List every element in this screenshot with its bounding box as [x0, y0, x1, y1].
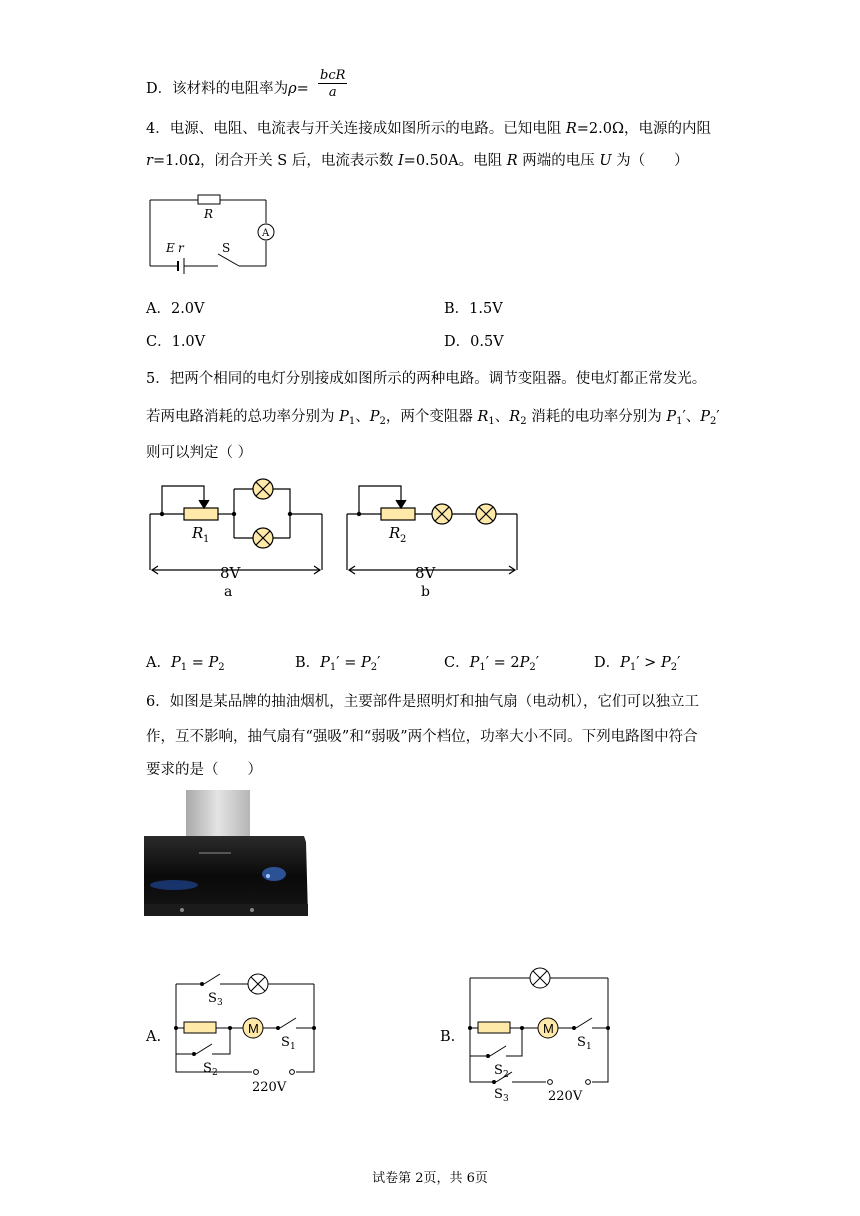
- svg-text:M: M: [248, 1021, 259, 1036]
- svg-text:S: S: [208, 991, 217, 1006]
- svg-text:8V: 8V: [220, 564, 241, 582]
- q6-option-a-label: A.: [146, 1029, 162, 1045]
- q5-option-b: B．$P_1' = P_2'$: [295, 655, 381, 673]
- svg-text:3: 3: [217, 998, 223, 1008]
- equals-sign: =: [296, 81, 309, 97]
- resistivity-fraction: [318, 68, 347, 100]
- q4-circuit-diagram: [146, 190, 286, 280]
- svg-text:2: 2: [400, 534, 407, 545]
- emf-label: E: [166, 241, 175, 255]
- q4-stem-line2: r=1.0Ω，闭合开关 S 后，电流表示数 I=0.50A。电阻 R 两端的电压 U 为（ ）: [146, 153, 689, 169]
- internal-resistance-label: r: [178, 241, 184, 255]
- q4-option-b: B．1.5V: [444, 301, 503, 317]
- svg-text:220V: 220V: [252, 1080, 287, 1095]
- q6-option-b-label: B.: [440, 1029, 456, 1045]
- svg-text:3: 3: [503, 1094, 509, 1104]
- svg-text:8V: 8V: [415, 564, 436, 582]
- q5-option-d: D．$P_1' > P_2'$: [594, 655, 681, 673]
- q4-option-a: A．2.0V: [146, 301, 205, 317]
- svg-text:2: 2: [212, 1068, 218, 1078]
- rho-symbol: ρ: [288, 81, 297, 97]
- svg-text:M: M: [543, 1021, 554, 1036]
- q5-option-a: A．$P_1 = P_2$: [146, 655, 225, 673]
- svg-text:S: S: [577, 1035, 586, 1050]
- svg-text:R: R: [192, 524, 204, 542]
- svg-text:S: S: [494, 1087, 503, 1102]
- svg-text:2: 2: [503, 1070, 509, 1080]
- q6-stem-line1: 6．如图是某品牌的抽油烟机，主要部件是照明灯和抽气扇（电动机），它们可以独立工: [146, 694, 699, 710]
- q6-stem-line3: 要求的是（ ）: [146, 762, 262, 778]
- q5-stem-line3: 则可以判定（ ）: [146, 445, 253, 461]
- resistor-label: R: [204, 207, 214, 221]
- fraction-denominator: a: [328, 85, 337, 100]
- svg-text:a: a: [224, 584, 233, 600]
- svg-text:1: 1: [290, 1042, 296, 1052]
- q6-circuit-b: [464, 960, 624, 1104]
- svg-text:R: R: [389, 524, 401, 542]
- q4-option-d: D．0.5V: [444, 334, 504, 350]
- svg-text:S: S: [494, 1063, 503, 1078]
- q3-option-d-label: D．该材料的电阻率为: [146, 81, 289, 97]
- svg-text:S: S: [281, 1035, 290, 1050]
- svg-text:1: 1: [203, 534, 210, 545]
- q5-option-c: C．$P_1' = 2P_2'$: [444, 655, 540, 673]
- ammeter-label: A: [262, 228, 270, 239]
- fraction-numerator: bcR: [320, 68, 346, 83]
- range-hood-photo: [144, 790, 308, 920]
- svg-text:1: 1: [586, 1042, 592, 1052]
- q4-option-c: C．1.0V: [146, 334, 206, 350]
- q6-circuit-a: [170, 960, 330, 1095]
- q5-circuit-b: [343, 474, 523, 600]
- q4-stem-line1: 4．电源、电阻、电流表与开关连接成如图所示的电路。已知电阻 R=2.0Ω，电源的内阻: [146, 121, 711, 137]
- svg-text:b: b: [421, 584, 430, 600]
- q6-stem-line2: 作，互不影响，抽气扇有“强吸”和“弱吸”两个档位，功率大小不同。下列电路图中符合: [146, 729, 698, 745]
- svg-text:220V: 220V: [548, 1089, 583, 1104]
- svg-text:S: S: [203, 1061, 212, 1076]
- q3-option-d: [146, 82, 309, 97]
- q5-stem-line1: 5．把两个相同的电灯分别接成如图所示的两种电路。调节变阻器。使电灯都正常发光。: [146, 371, 707, 387]
- page-footer: 试卷第 2页，共 6页: [372, 1171, 488, 1186]
- q5-circuit-a: [146, 474, 326, 600]
- q5-stem-line2: 若两电路消耗的总功率分别为 $P_1$、$P_2$，两个变阻器 $R_1$、$R_2$ 消耗的电功率分别为 $P_1'$、$P_2'$: [146, 409, 720, 427]
- switch-label: S: [222, 241, 231, 255]
